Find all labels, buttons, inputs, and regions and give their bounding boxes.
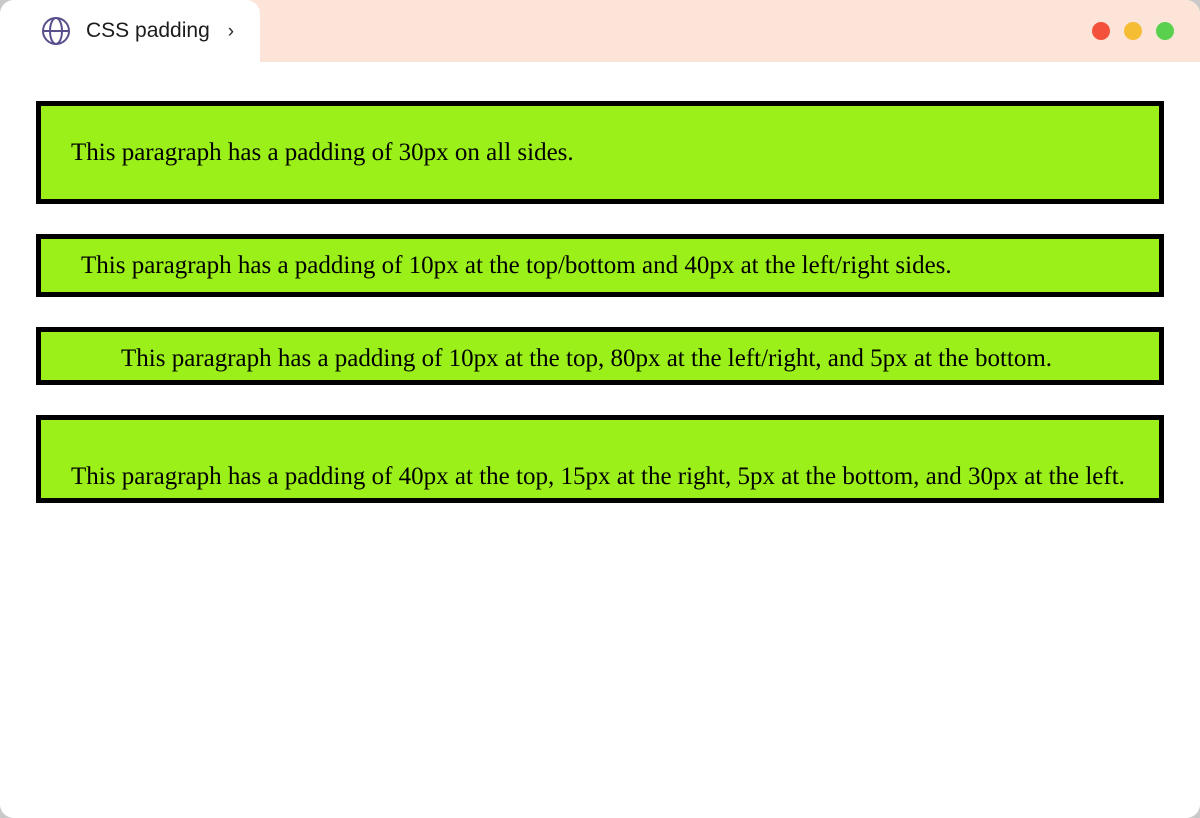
close-button[interactable]	[1092, 22, 1110, 40]
paragraph-padding-two-values: This paragraph has a padding of 10px at the top/bottom and 40px at the left/right sides.	[41, 239, 1159, 292]
paragraph-padding-four-values: This paragraph has a padding of 40px at the top, 15px at the right, 5px at the bottom, and 30px at the left.	[41, 420, 1159, 498]
padding-demo-box-1	[36, 101, 1164, 204]
paragraph-padding-three-values: This paragraph has a padding of 10px at the top, 80px at the left/right, and 5px at the bottom.	[41, 332, 1159, 380]
title-bar	[0, 0, 1200, 62]
page-viewport	[0, 101, 1200, 818]
chevron-right-icon[interactable]: ›	[227, 20, 235, 42]
tab-title: CSS padding	[86, 19, 210, 42]
globe-icon	[40, 15, 72, 47]
paragraph-padding-all: This paragraph has a padding of 30px on all sides.	[41, 106, 1159, 199]
maximize-button[interactable]	[1156, 22, 1174, 40]
browser-tab[interactable]	[0, 0, 260, 62]
padding-demo-box-2	[36, 234, 1164, 297]
padding-demo-box-4	[36, 415, 1164, 503]
minimize-button[interactable]	[1124, 22, 1142, 40]
padding-demo-box-3	[36, 327, 1164, 385]
window-controls	[1092, 22, 1174, 40]
